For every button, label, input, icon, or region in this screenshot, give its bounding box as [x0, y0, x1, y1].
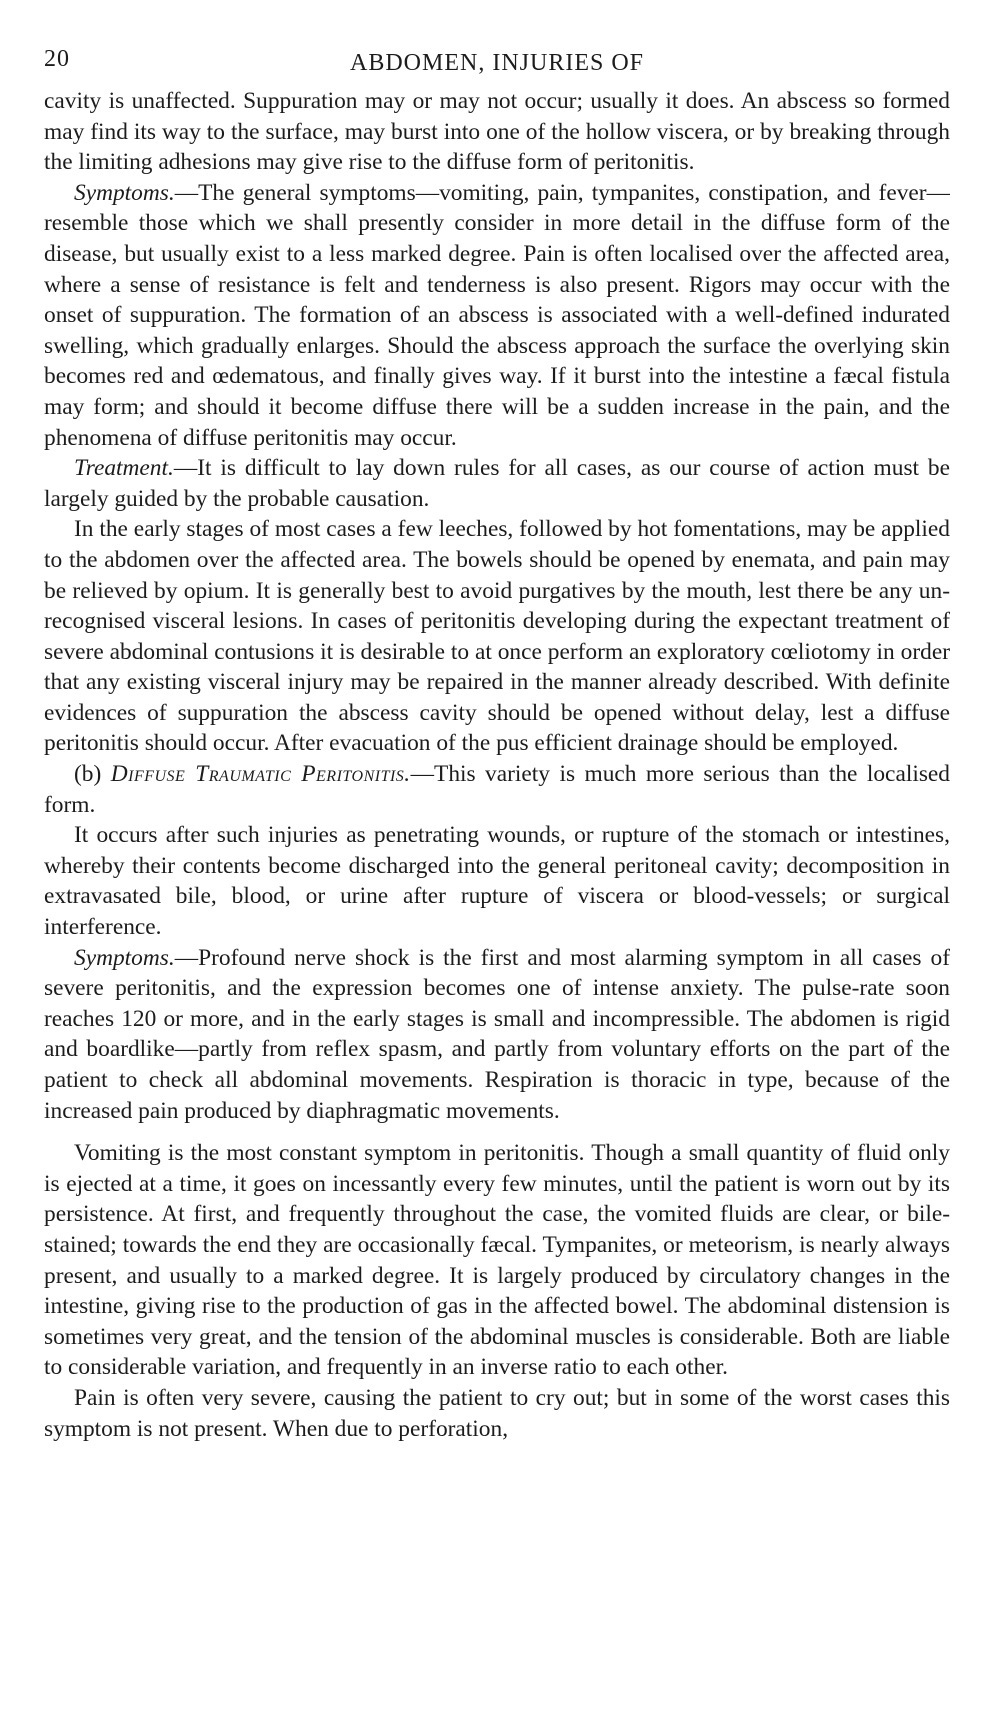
paragraph	[44, 514, 950, 759]
side-heading: Symptoms.	[74, 944, 175, 971]
side-heading: Symptoms.	[74, 179, 175, 206]
paragraph-symptoms-diffuse	[44, 943, 950, 1127]
paragraph	[44, 820, 950, 942]
paragraph	[44, 1383, 950, 1444]
paragraph	[44, 86, 950, 178]
paragraph-text: In the early stages of most cases a few leeches, followed by hot fomentations, may be applied to the abdomen over the affected area. The bowels should be opened by enemata, and pain may be relieved by opium. It is generally best to avoid purgatives by the mouth, lest there be any unrecognised visceral lesions. In cases of peritonitis developing during the expectant treatment of severe abdominal contusions it is desirable to at once perform an exploratory cœliotomy in order that any existing visceral injury may be repaired in the manner already described. With definite evidences of suppuration the abscess cavity should be opened without delay, lest a diffuse peritonitis should occur. After evacuation of the pus efficient drainage should be employed.	[44, 516, 950, 757]
paragraph-text: —It is difficult to lay down rules for all cases, as our course of action must be largely guided by the probable causation.	[44, 455, 950, 512]
paragraph-treatment	[44, 453, 950, 514]
paragraph	[44, 1138, 950, 1383]
body-text	[44, 86, 950, 1444]
page-number: 20	[44, 46, 70, 72]
book-page	[44, 36, 950, 1696]
running-head	[44, 36, 950, 80]
running-title: ABDOMEN, INJURIES OF	[349, 50, 645, 76]
paragraph-text: Pain is often very severe, causing the patient to cry out; but in some of the worst cases this symptom is not present. When due to perforation,	[44, 1384, 950, 1442]
paragraph-text: Vomiting is the most constant symptom in peritonitis. Though a small quantity of fluid only is ejected at a time, it goes on incessantly every few minutes, until the patient is worn out by its persistence. At first, and frequently throughout the case, the vomited fluids are clear, or bile-stained; towards the end they are occasionally fæcal. Tympanites, or meteorism, is nearly always present, and usually to a marked degree. It is largely produced by circulatory changes in the intestine, giving rise to the production of gas in the affected bowel. The abdominal distension is sometimes very great, and the tension of the abdominal muscles is considerable. Both are liable to considerable variation, and frequently in an inverse ratio to each other.	[44, 1140, 950, 1381]
paragraph-symptoms-localised	[44, 178, 950, 453]
paragraph-text: —The general symptoms—vomiting, pain, tympanites, constipation, and fever—resemble those which we shall presently consider in more detail in the diffuse form of the disease, but usually exist to a less marked degree. Pain is often localised over the affected area, where a sense of resistance is felt and tenderness is also present. Rigors may occur with the onset of suppuration. The formation of an abscess is associated with a well-defined indurated swelling, which gradually enlarges. Should the abscess approach the surface the overlying skin becomes red and œdematous, and finally gives way. If it burst into the intestine a fæcal fistula may form; and should it become diffuse there will be a sudden increase in the pain, and the phenomena of diffuse peritonitis may occur.	[44, 179, 950, 451]
side-heading: Treatment.	[74, 455, 174, 482]
paragraph-text: —This variety is much more serious than the localised form.	[44, 761, 950, 818]
paragraph-diffuse-peritonitis	[44, 759, 950, 820]
section-label: (b)	[74, 761, 111, 788]
section-heading: Diffuse Traumatic Peritonitis.	[110, 761, 411, 788]
paragraph-text: cavity is unaffected. Suppuration may or may not occur; usually it does. An abscess so formed may find its way to the surface, may burst into one of the hollow viscera, or by breaking through the limiting adhesions may give rise to the diffuse form of peritonitis.	[44, 88, 950, 176]
paragraph-text: —Profound nerve shock is the first and most alarming symptom in all cases of severe peritonitis, and the expression becomes one of intense anxiety. The pulse-rate soon reaches 120 or more, and in the early stages is small and incompressible. The abdomen is rigid and boardlike—partly from reflex spasm, and partly from voluntary efforts on the part of the patient to check all abdominal movements. Respiration is thoracic in type, because of the increased pain produced by diaphragmatic movements.	[44, 944, 950, 1124]
paragraph-text: It occurs after such injuries as penetrating wounds, or rupture of the stomach or intestines, whereby their contents become discharged into the general peritoneal cavity; decomposition in extravasated bile, blood, or urine after rupture of viscera or blood-vessels; or surgical interference.	[44, 822, 950, 941]
